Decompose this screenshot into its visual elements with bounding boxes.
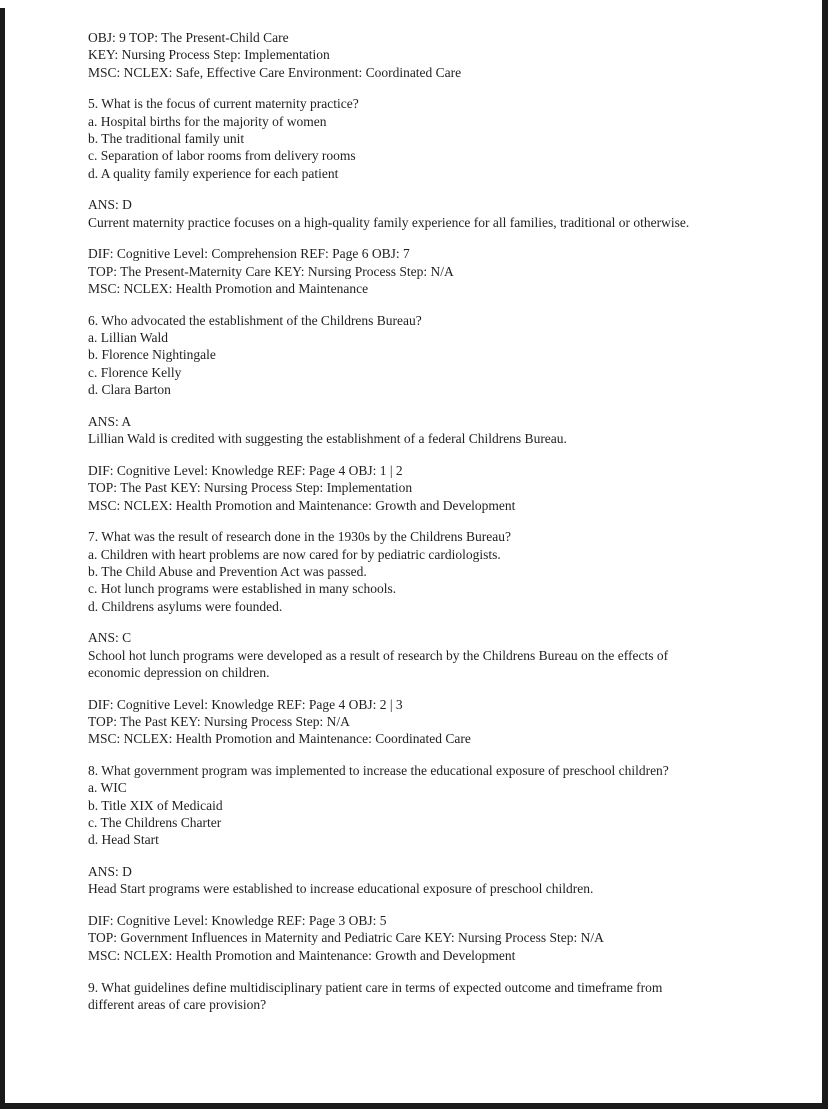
question-block xyxy=(88,312,788,398)
text-line: MSC: NCLEX: Health Promotion and Maintenance: Growth and Development xyxy=(88,947,516,963)
text-line: OBJ: 9 TOP: The Present-Child Care xyxy=(88,30,289,45)
question-block xyxy=(88,762,788,848)
text-line: ANS: D xyxy=(88,197,132,213)
text-line: d. A quality family experience for each patient xyxy=(88,165,339,181)
text-line: Head Start programs were established to increase educational exposure of preschool children. xyxy=(88,881,594,897)
text-line: d. Childrens asylums were founded. xyxy=(88,598,283,614)
text-line: 7. What was the result of research done in the 1930s by the Childrens Bureau? xyxy=(88,529,512,545)
text-line: a. Children with heart problems are now cared for by pediatric cardiologists. xyxy=(88,546,501,562)
text-line: economic depression on children. xyxy=(88,664,270,680)
text-line: DIF: Cognitive Level: Knowledge REF: Page 3 OBJ: 5 xyxy=(88,913,387,929)
answer-block xyxy=(88,629,788,681)
text-line: MSC: NCLEX: Safe, Effective Care Environment: Coordinated Care xyxy=(88,64,462,80)
text-line: Lillian Wald is credited with suggesting the establishment of a federal Childrens Bureau. xyxy=(88,431,567,447)
text-line: b. Florence Nightingale xyxy=(88,347,216,363)
text-line: a. Hospital births for the majority of women xyxy=(88,113,327,129)
page-bottom-border xyxy=(0,1103,828,1109)
text-line: b. The traditional family unit xyxy=(88,130,245,146)
text-line: d. Head Start xyxy=(88,832,159,848)
meta-block xyxy=(88,912,788,964)
text-line: TOP: The Past KEY: Nursing Process Step: Implementation xyxy=(88,480,413,496)
text-line: KEY: Nursing Process Step: Implementation xyxy=(88,47,330,63)
answer-block xyxy=(88,863,788,898)
text-line: c. Separation of labor rooms from delivery rooms xyxy=(88,148,356,164)
text-line: DIF: Cognitive Level: Knowledge REF: Page 4 OBJ: 1 | 2 xyxy=(88,462,403,478)
meta-block xyxy=(88,29,788,81)
question-block xyxy=(88,979,788,1014)
text-line: a. Lillian Wald xyxy=(88,330,169,346)
text-line: 5. What is the focus of current maternity practice? xyxy=(88,96,359,112)
text-line: 6. Who advocated the establishment of the Childrens Bureau? xyxy=(88,312,422,328)
meta-block xyxy=(88,696,788,748)
text-line: 9. What guidelines define multidisciplinary patient care in terms of expected outcome and timeframe from xyxy=(88,979,663,995)
text-line: MSC: NCLEX: Health Promotion and Maintenance: Growth and Development xyxy=(88,497,516,513)
text-line: MSC: NCLEX: Health Promotion and Maintenance: Coordinated Care xyxy=(88,731,471,747)
answer-block xyxy=(88,413,788,448)
text-line: TOP: The Present-Maternity Care KEY: Nursing Process Step: N/A xyxy=(88,263,454,279)
text-line: ANS: D xyxy=(88,864,132,880)
text-line: Current maternity practice focuses on a high-quality family experience for all families, traditional or otherwise. xyxy=(88,214,690,230)
question-block xyxy=(88,95,788,181)
text-line: 8. What government program was implemented to increase the educational exposure of preschool children? xyxy=(88,763,669,779)
text-line: MSC: NCLEX: Health Promotion and Maintenance xyxy=(88,281,369,297)
text-line: b. The Child Abuse and Prevention Act was passed. xyxy=(88,563,367,579)
text-line: d. Clara Barton xyxy=(88,382,171,398)
text-line: c. The Childrens Charter xyxy=(88,814,222,830)
text-line: School hot lunch programs were developed as a result of research by the Childrens Bureau on the effects of xyxy=(88,647,669,663)
meta-block xyxy=(88,245,788,297)
question-block xyxy=(88,528,788,614)
text-line: ANS: C xyxy=(88,630,132,646)
text-line: c. Florence Kelly xyxy=(88,364,182,380)
text-line: c. Hot lunch programs were established in many schools. xyxy=(88,581,397,597)
text-line: DIF: Cognitive Level: Knowledge REF: Page 4 OBJ: 2 | 3 xyxy=(88,696,403,712)
text-line: TOP: Government Influences in Maternity and Pediatric Care KEY: Nursing Process Step: N/A xyxy=(88,930,604,946)
page-left-border xyxy=(0,8,5,1109)
page-right-border xyxy=(822,0,828,1109)
text-line: TOP: The Past KEY: Nursing Process Step: N/A xyxy=(88,714,350,729)
text-line: b. Title XIX of Medicaid xyxy=(88,797,223,813)
document-text xyxy=(88,29,788,1013)
text-line: a. WIC xyxy=(88,780,127,796)
text-line: different areas of care provision? xyxy=(88,996,267,1012)
meta-block xyxy=(88,462,788,514)
answer-block xyxy=(88,196,788,231)
text-line: DIF: Cognitive Level: Comprehension REF: Page 6 OBJ: 7 xyxy=(88,246,410,262)
text-line: ANS: A xyxy=(88,413,132,429)
